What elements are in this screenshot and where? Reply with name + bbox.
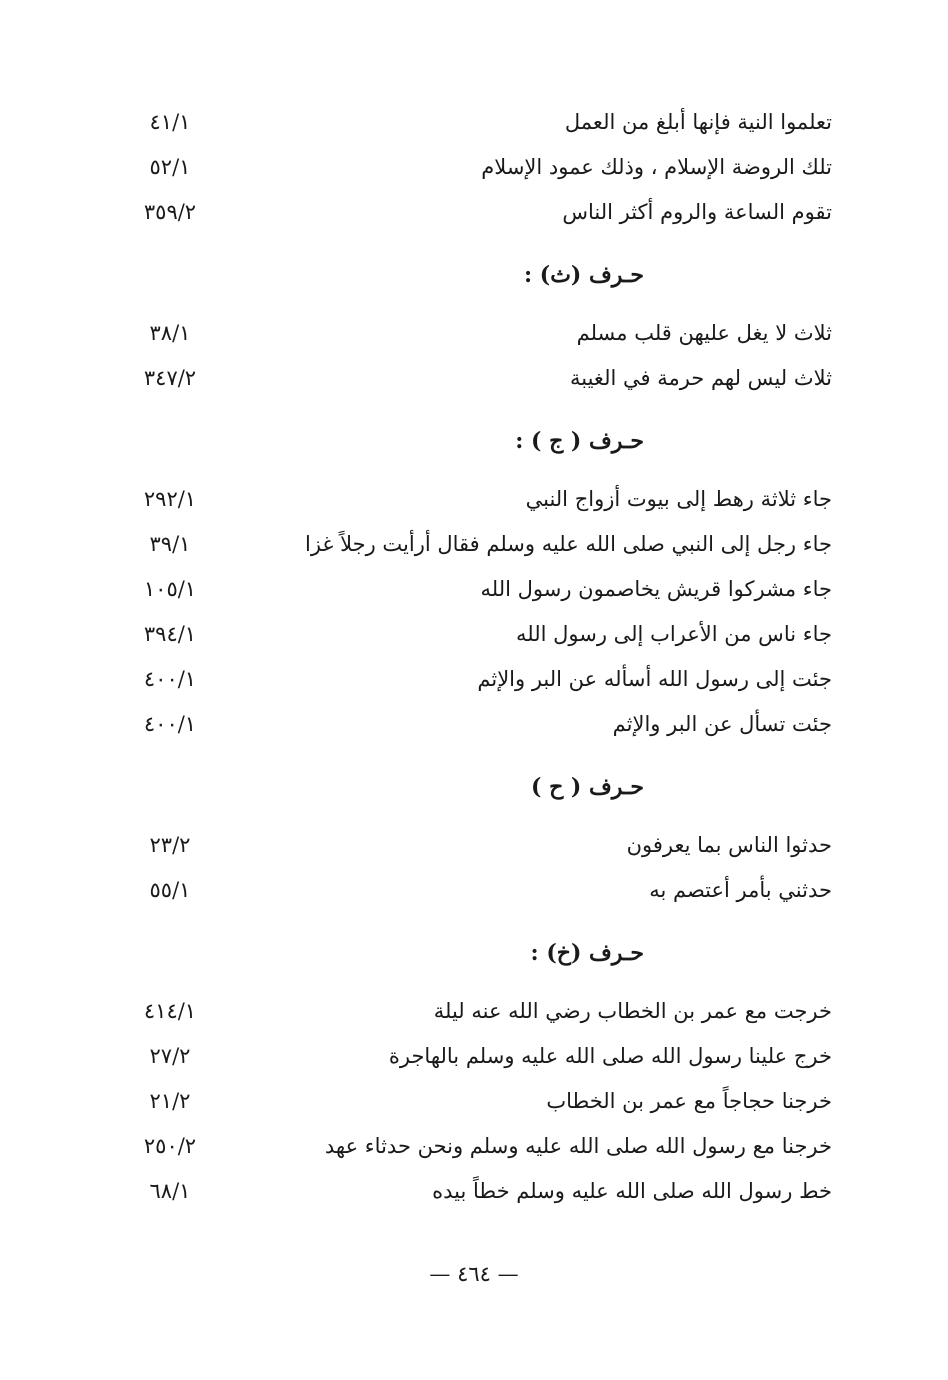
entry-reference: ٢٧/٢ [149,1044,191,1068]
index-entry [120,612,832,657]
entry-reference: ٥٥/١ [149,878,191,902]
entry-text: تقوم الساعة والروم أكثر الناس [562,200,832,224]
entry-text: جاء مشركوا قريش يخاصمون رسول الله [480,577,832,601]
index-entry [120,311,832,356]
entry-reference: ٢٥٠/٢ [143,1134,197,1158]
index-entry [120,477,832,522]
entry-reference: ٥٢/١ [149,155,191,179]
index-entry [120,1124,832,1169]
index-entry [120,190,832,235]
entry-reference: ٤٠٠/١ [143,667,197,691]
index-entry [120,522,832,567]
index-entry [120,989,832,1034]
section-ha [120,751,832,913]
entry-reference: ٢٣/٢ [149,833,191,857]
section-heading: حـرف ( ج ) : [515,428,644,454]
entry-reference: ٣٤٧/٢ [143,366,197,390]
index-entry [120,823,832,868]
section-ta [120,100,832,235]
entry-text: ثلاث لا يغل عليهن قلب مسلم [576,321,832,345]
entry-text: خرجت مع عمر بن الخطاب رضي الله عنه ليلة [433,999,832,1023]
entry-reference: ٤٠٠/١ [143,712,197,736]
section-heading: حـرف ( ح ) [531,774,644,800]
page-number: — ٤٦٤ — [429,1262,519,1286]
index-entry [120,100,832,145]
section-kha [120,917,832,1214]
entry-text: تعلموا النية فإنها أبلغ من العمل [564,110,832,134]
entry-reference: ٤١/١ [149,110,191,134]
entry-text: جاء رجل إلى النبي صلى الله عليه وسلم فقال أرأيت رجلاً غزا [305,532,832,556]
entry-reference: ٣٨/١ [149,321,191,345]
section-heading: حـرف (ث) : [524,262,644,288]
index-entry [120,145,832,190]
entry-text: خط رسول الله صلى الله عليه وسلم خطاً بيده [432,1179,832,1203]
entry-reference: ٣٥٩/٢ [143,200,197,224]
entry-reference: ٣٩٤/١ [143,622,197,646]
index-entry [120,1034,832,1079]
hadith-index [120,100,832,1214]
entry-reference: ٦٨/١ [149,1179,191,1203]
entry-text: جاء ناس من الأعراب إلى رسول الله [516,622,832,646]
entry-reference: ٢١/٢ [149,1089,191,1113]
entry-text: خرجنا مع رسول الله صلى الله عليه وسلم ونحن حدثاء عهد [324,1134,832,1158]
entry-reference: ٤١٤/١ [143,999,197,1023]
index-entry [120,567,832,612]
entry-text: خرجنا حجاجاً مع عمر بن الخطاب [546,1089,832,1113]
entry-text: حدثني بأمر أعتصم به [649,878,832,902]
index-entry [120,356,832,401]
section-jim [120,405,832,747]
index-entry [120,657,832,702]
index-entry [120,1169,832,1214]
entry-text: جاء ثلاثة رهط إلى بيوت أزواج النبي [525,487,832,511]
entry-reference: ٢٩٢/١ [143,487,197,511]
entry-text: ثلاث ليس لهم حرمة في الغيبة [570,366,832,390]
entry-text: حدثوا الناس بما يعرفون [626,833,832,857]
index-entry [120,702,832,747]
section-tha [120,239,832,401]
entry-reference: ١٠٥/١ [143,577,197,601]
section-heading: حـرف (خ) : [530,940,644,966]
index-entry [120,1079,832,1124]
entry-reference: ٣٩/١ [149,532,191,556]
entry-text: جئت تسأل عن البر والإثم [612,712,832,736]
entry-text: خرج علينا رسول الله صلى الله عليه وسلم بالهاجرة [388,1044,832,1068]
entry-text: تلك الروضة الإسلام ، وذلك عمود الإسلام [481,155,832,179]
entry-text: جئت إلى رسول الله أسأله عن البر والإثم [477,667,832,691]
index-entry [120,868,832,913]
